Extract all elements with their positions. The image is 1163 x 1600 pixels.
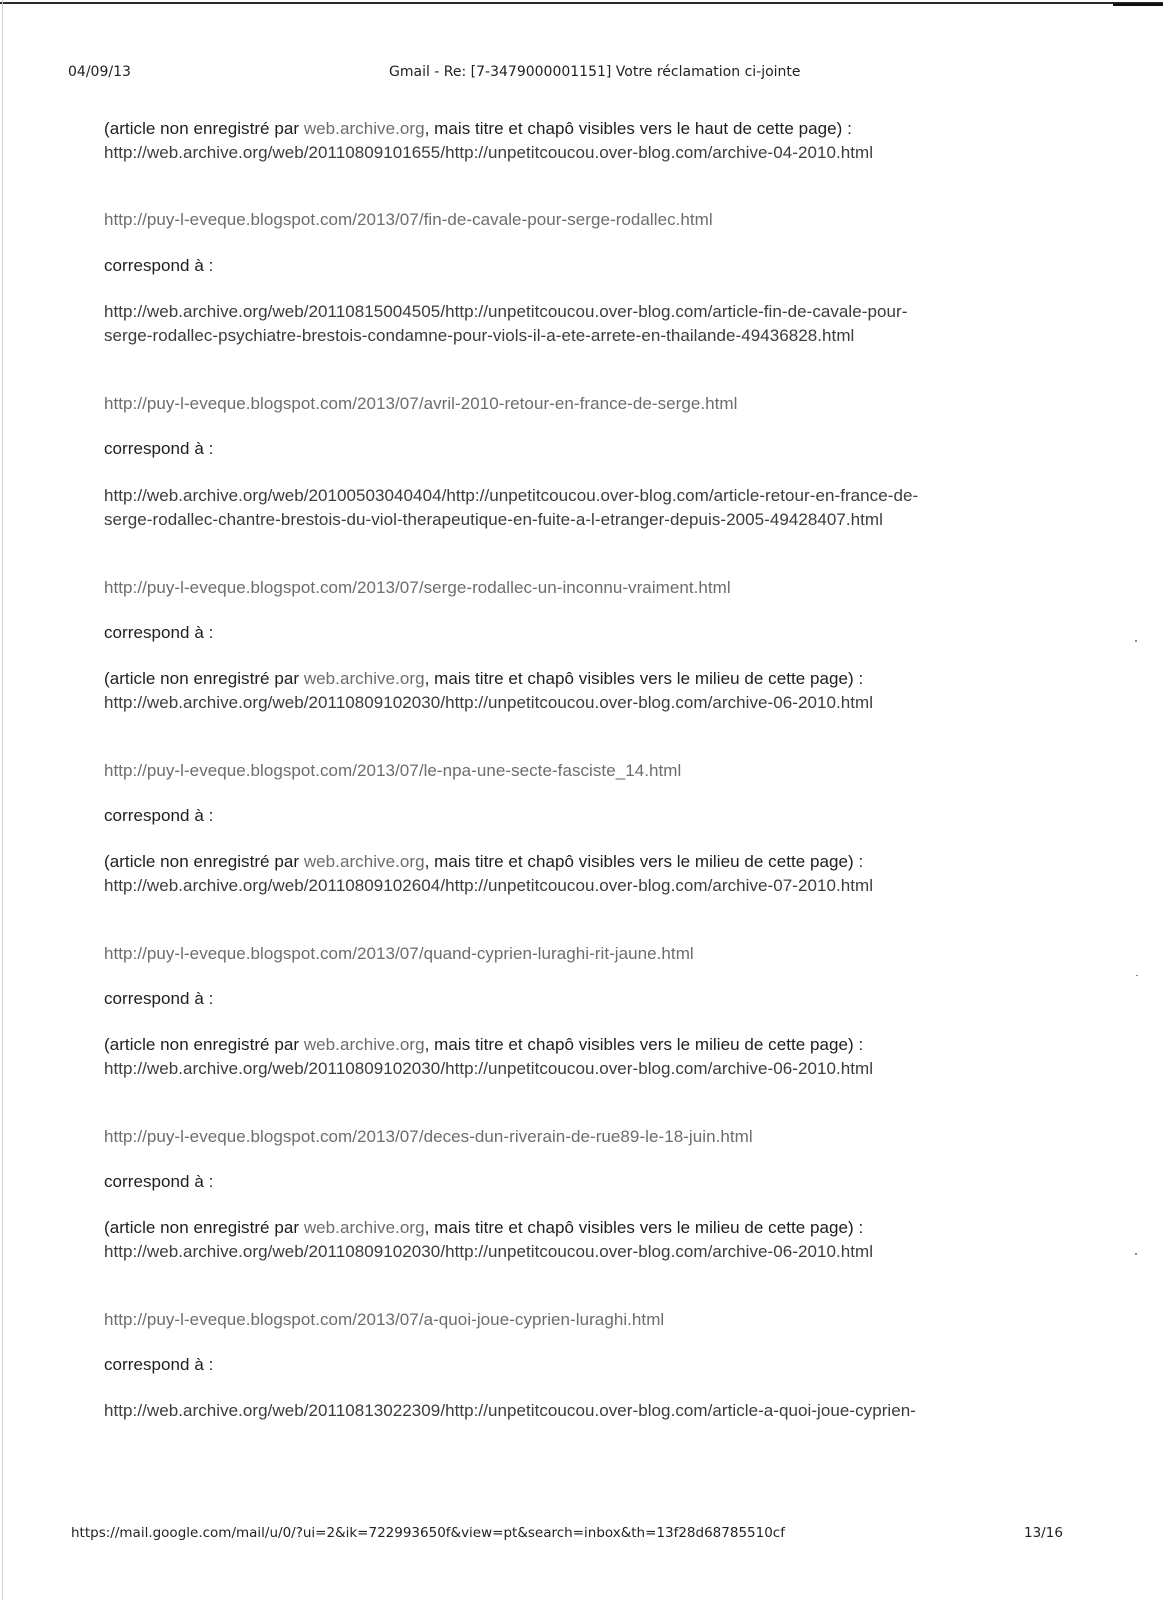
archive-url[interactable]: http://web.archive.org/web/20110809102030/http://unpetitcoucou.over-blog.com/archive-06-2010.html [104,693,874,712]
entry-source-url [104,1308,1004,1332]
source-url[interactable]: http://puy-l-eveque.blogspot.com/2013/07/quand-cyprien-luraghi-rit-jaune.html [104,944,694,963]
archive-note-line: (article non enregistré par web.archive.org, mais titre et chapô visibles vers le milieu de cette page) : [104,669,864,688]
correspond-label: correspond à : [104,1172,214,1191]
entry-archive-url [104,484,1004,532]
archive-url-line2[interactable]: serge-rodallec-psychiatre-brestois-condamne-pour-viols-il-a-ete-arrete-en-thailande-49436828.html [104,326,855,345]
source-url[interactable]: http://puy-l-eveque.blogspot.com/2013/07/deces-dun-riverain-de-rue89-le-18-juin.html [104,1127,753,1146]
entry-source-url [104,1125,1004,1149]
entry-archive-url [104,1399,1004,1423]
archive-site-link[interactable]: web.archive.org [303,852,425,871]
archive-url[interactable]: http://web.archive.org/web/20110809102030/http://unpetitcoucou.over-blog.com/archive-06-2010.html [104,1059,874,1078]
entry-source-url [104,759,1004,783]
archive-note-line: (article non enregistré par web.archive.org, mais titre et chapô visibles vers le milieu de cette page) : [104,852,864,871]
entry-correspond [104,1170,1004,1194]
scan-speck [1135,1253,1137,1255]
entry-correspond [104,254,1004,278]
scan-border-top-mark [1113,3,1163,6]
archive-note-line: (article non enregistré par web.archive.org, mais titre et chapô visibles vers le milieu de cette page) : [104,1035,864,1054]
print-date: 04/09/13 [68,64,131,80]
entry-archive-note [104,117,1004,165]
correspond-label: correspond à : [104,989,214,1008]
entry-correspond [104,987,1004,1011]
source-url[interactable]: http://puy-l-eveque.blogspot.com/2013/07/a-quoi-joue-cyprien-luraghi.html [104,1310,665,1329]
footer-url: https://mail.google.com/mail/u/0/?ui=2&ik=722993650f&view=pt&search=inbox&th=13f28d68785510cf [71,1525,785,1541]
source-url[interactable]: http://puy-l-eveque.blogspot.com/2013/07/le-npa-une-secte-fasciste_14.html [104,761,682,780]
scan-speck [1136,975,1138,976]
entry-archive-note [104,1216,1004,1264]
entry-correspond [104,804,1004,828]
entry-archive-note [104,1033,1004,1081]
scan-border-left [2,0,3,1600]
entry-archive-url [104,300,1004,348]
correspond-label: correspond à : [104,439,214,458]
archive-url[interactable]: http://web.archive.org/web/20110809102604/http://unpetitcoucou.over-blog.com/archive-07-2010.html [104,876,874,895]
correspond-label: correspond à : [104,806,214,825]
archive-site-link[interactable]: web.archive.org [303,669,425,688]
archive-note-line: (article non enregistré par web.archive.org, mais titre et chapô visibles vers le milieu de cette page) : [104,1218,864,1237]
scan-speck [1135,640,1137,642]
entry-correspond [104,621,1004,645]
archive-site-link[interactable]: web.archive.org [303,1218,425,1237]
entry-source-url [104,942,1004,966]
entry-correspond [104,1353,1004,1377]
correspond-label: correspond à : [104,256,214,275]
correspond-label: correspond à : [104,1355,214,1374]
correspond-label: correspond à : [104,623,214,642]
source-url[interactable]: http://puy-l-eveque.blogspot.com/2013/07/avril-2010-retour-en-france-de-serge.html [104,394,738,413]
entry-source-url [104,576,1004,600]
scan-border-top [0,2,1163,4]
archive-url[interactable]: http://web.archive.org/web/20110809102030/http://unpetitcoucou.over-blog.com/archive-06-2010.html [104,1242,874,1261]
entry-archive-note [104,667,1004,715]
archive-url-line2[interactable]: serge-rodallec-chantre-brestois-du-viol-therapeutique-en-fuite-a-l-etranger-depuis-2005-49428407.html [104,510,883,529]
source-url[interactable]: http://puy-l-eveque.blogspot.com/2013/07/fin-de-cavale-pour-serge-rodallec.html [104,210,713,229]
entry-source-url [104,392,1004,416]
archive-note-line: (article non enregistré par web.archive.org, mais titre et chapô visibles vers le haut de cette page) : [104,119,852,138]
archive-url-line1[interactable]: http://web.archive.org/web/20110815004505/http://unpetitcoucou.over-blog.com/article-fin-de-cavale-pour- [104,302,908,321]
archive-site-link[interactable]: web.archive.org [303,1035,425,1054]
source-url[interactable]: http://puy-l-eveque.blogspot.com/2013/07/serge-rodallec-un-inconnu-vraiment.html [104,578,731,597]
archive-site-link[interactable]: web.archive.org [303,119,425,138]
entry-source-url [104,208,1004,232]
email-subject: Gmail - Re: [7-3479000001151] Votre réclamation ci-jointe [389,64,801,80]
entry-correspond [104,437,1004,461]
archive-url-line1[interactable]: http://web.archive.org/web/20110813022309/http://unpetitcoucou.over-blog.com/article-a-quoi-joue-cyprien- [104,1401,916,1420]
entry-archive-note [104,850,1004,898]
archive-url[interactable]: http://web.archive.org/web/20110809101655/http://unpetitcoucou.over-blog.com/archive-04-2010.html [104,143,874,162]
archive-url-line1[interactable]: http://web.archive.org/web/20100503040404/http://unpetitcoucou.over-blog.com/article-retour-en-france-de- [104,486,919,505]
page-number: 13/16 [1024,1525,1063,1541]
